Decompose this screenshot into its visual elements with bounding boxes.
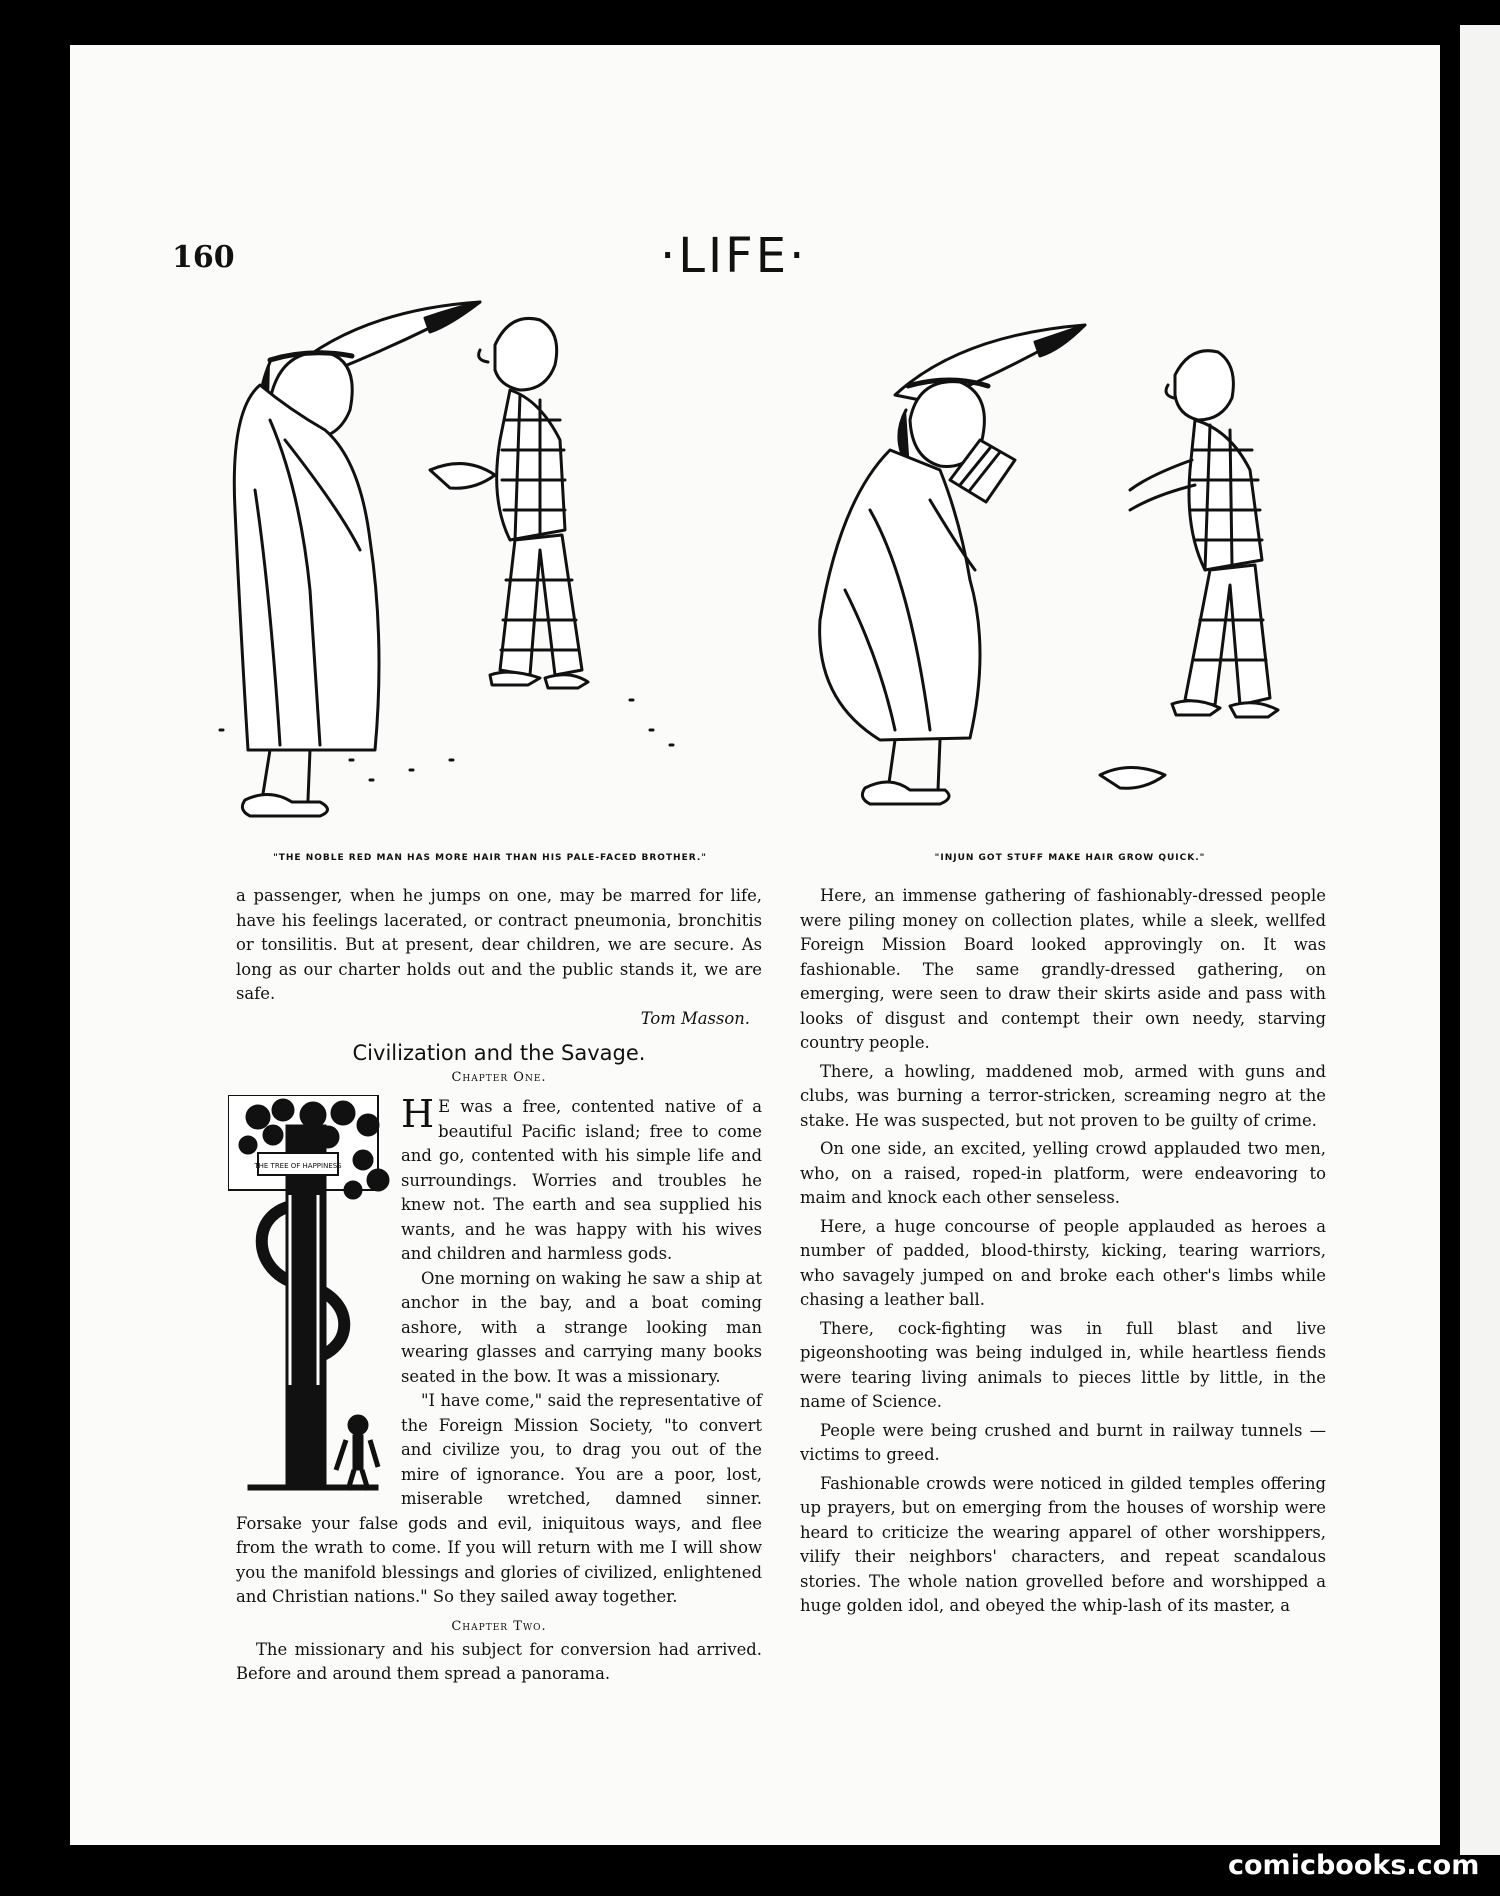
right-paragraph-2: There, a howling, maddened mob, armed with guns and clubs, was burning a terror-stricken, screaming negro at the stake. He was suspected, but not proven to be guilty of crime. <box>800 1061 1326 1130</box>
right-column <box>800 884 1326 1619</box>
signature-line <box>236 1007 762 1032</box>
illustration-left <box>210 290 770 850</box>
right-paragraph-5: There, cock-fighting was in full blast and live pigeonshooting was being indulged in, while heartless fiends were tearing living animals to pieces little by little, in the name of Science. <box>800 1318 1326 1411</box>
paragraph-3: "I have come," said the representative of the Foreign Mission Society, "to convert and civilize you, to drag you out of the mire of ignorance. You are a poor, lost, miserable wretched, damned sinner. Forsake your false gods and evil, iniquitous ways, and flee from the wrath to come. If you will return with me I will show you the manifold blessings and glories of civilized, enlightened and Christian nations." So they sailed away together. <box>236 1391 762 1606</box>
right-paragraph-6: People were being crushed and burnt in railway tunnels —victims to greed. <box>800 1420 1326 1464</box>
caption-left: "THE NOBLE RED MAN HAS MORE HAIR THAN HIS PALE-FACED BROTHER." <box>273 853 707 863</box>
right-paragraph-4: Here, a huge concourse of people applauded as heroes a number of padded, blood-thirsty, kicking, tearing warriors, who savagely jumped on and broke each other's limbs while chasing a leather ball. <box>800 1216 1326 1309</box>
caption-right: "INJUN GOT STUFF MAKE HAIR GROW QUICK." <box>934 853 1206 863</box>
facing-page-edge <box>1460 25 1500 1855</box>
right-paragraph-3: On one side, an excited, yelling crowd applauded two men, who, on a raised, roped-in platform, were endeavoring to maim and knock each other senseless. <box>800 1139 1326 1207</box>
svg-text:THE TREE OF HAPPINESS: THE TREE OF HAPPINESS <box>254 1162 342 1170</box>
author-signature: Tom Masson. <box>640 1008 750 1028</box>
right-paragraph-7: Fashionable crowds were noticed in gilded temples offering up prayers, but on emerging from the houses of worship were heard to criticize the wearing apparel of other worshippers, vilify their neighbors' characters, and repeat scandalous stories. The whole nation grovelled before and worshipped a huge golden idol, and obeyed the whip-lash of its master, a <box>800 1473 1326 1615</box>
page-number: 160 <box>172 240 235 275</box>
paragraph-4: The missionary and his subject for conversion had arrived. Before and around them spread a panorama. <box>236 1639 762 1683</box>
watermark: comicbooks.com <box>1228 1850 1480 1881</box>
paragraph-1: H E was a free, contented native of a beautiful Pacific island; free to come and go, contented with his simple life and surroundings. Worries and troubles he knew not. The earth and sea supplied his wants, and he was happy with his wives and children and harmless gods. <box>401 1092 762 1263</box>
article-title: Civilization and the Savage. <box>352 1041 646 1065</box>
chapter-one-heading: Chapter One. <box>451 1070 547 1085</box>
chapter-two-heading: Chapter Two. <box>451 1618 547 1634</box>
dropcap-illustration <box>228 1095 393 1510</box>
paragraph-2: One morning on waking he saw a ship at anchor in the bay, and a boat coming ashore, with a strange looking man wearing glasses and carrying many books seated in the bow. It was a missionary. <box>401 1268 762 1386</box>
dropcap-letter: H <box>401 1092 435 1136</box>
masthead-title: ·LIFE· <box>660 228 808 284</box>
intro-paragraph: a passenger, when he jumps on one, may be marred for life, have his feelings lacerated, or contract pneumonia, bronchitis or tonsilitis. But at present, dear children, we are secure. As long as our charter holds out and the public stands it, we are safe. <box>236 886 762 1003</box>
illustration-right <box>800 320 1360 840</box>
tree-of-happiness-icon <box>228 1095 393 1510</box>
right-paragraph-1: Here, an immense gathering of fashionably-dressed people were piling money on collection plates, while a sleek, wellfed Foreign Mission Board looked approvingly on. It was fashionable. The same grandly-dressed gathering, on emerging, were seen to draw their skirts aside and pass with looks of disgust and contempt their own needy, starving country people. <box>800 886 1326 1052</box>
left-column <box>236 884 762 1687</box>
